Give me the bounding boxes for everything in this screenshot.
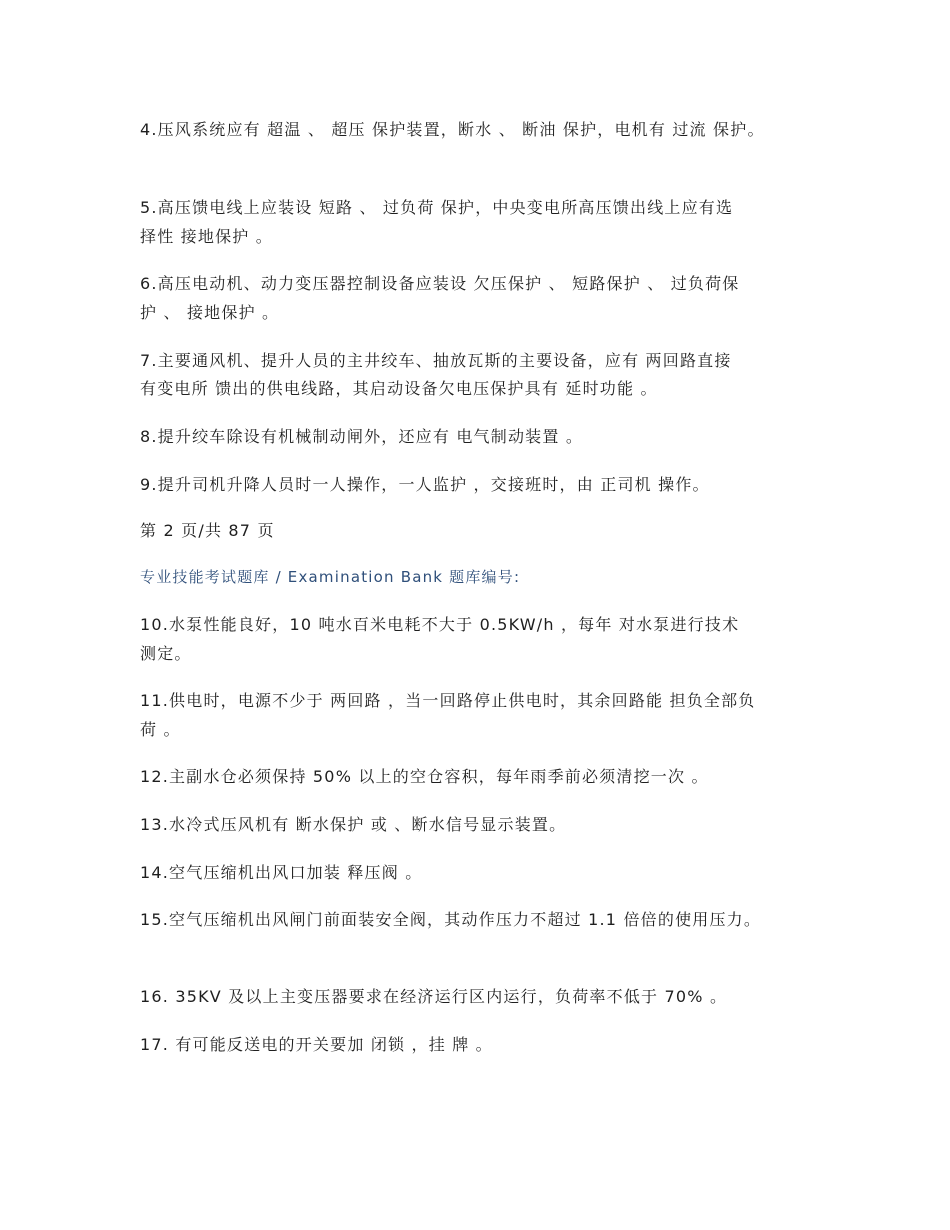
question-8: 8.提升绞车除设有机械制动闸外，还应有 电气制动装置 。 (140, 427, 584, 446)
question-6-line-2: 护 、 接地保护 。 (140, 303, 280, 322)
question-10-line-1: 10.水泵性能良好，10 吨水百米电耗不大于 0.5KW/h ，每年 对水泵进行技术 (140, 615, 740, 634)
question-14: 14.空气压缩机出风口加装 释压阀 。 (140, 863, 423, 882)
question-4: 4.压风系统应有 超温 、 超压 保护装置，断水 、 断油 保护，电机有 过流 保护。 (140, 120, 765, 139)
page-footer: 第 2 页/共 87 页 (140, 521, 275, 540)
question-5-line-1: 5.高压馈电线上应装设 短路 、 过负荷 保护，中央变电所高压馈出线上应有选 (140, 198, 734, 217)
question-12: 12.主副水仓必须保持 50% 以上的空仓容积，每年雨季前必须清挖一次 。 (140, 767, 709, 786)
question-13: 13.水冷式压风机有 断水保护 或 、断水信号显示装置。 (140, 815, 567, 834)
question-17: 17. 有可能反送电的开关要加 闭锁 ，挂 牌 。 (140, 1035, 493, 1054)
question-11-line-2: 荷 。 (140, 720, 181, 739)
question-16: 16. 35KV 及以上主变压器要求在经济运行区内运行，负荷率不低于 70% 。 (140, 987, 728, 1006)
page-header: 专业技能考试题库 / Examination Bank 题库编号: (140, 568, 521, 586)
question-11-line-1: 11.供电时，电源不少于 两回路 ，当一回路停止供电时，其余回路能 担负全部负 (140, 691, 756, 710)
question-5-line-2: 择性 接地保护 。 (140, 227, 273, 246)
question-15: 15.空气压缩机出风闸门前面装安全阀，其动作压力不超过 1.1 倍倍的使用压力。 (140, 910, 762, 929)
question-10-line-2: 测定。 (140, 644, 192, 663)
question-7-line-2: 有变电所 馈出的供电线路，其启动设备欠电压保护具有 延时功能 。 (140, 379, 658, 398)
question-7-line-1: 7.主要通风机、提升人员的主井绞车、抽放瓦斯的主要设备，应有 两回路直接 (140, 351, 732, 370)
question-9: 9.提升司机升降人员时一人操作，一人监护 ，交接班时，由 正司机 操作。 (140, 475, 710, 494)
question-6-line-1: 6.高压电动机、动力变压器控制设备应装设 欠压保护 、 短路保护 、 过负荷保 (140, 274, 740, 293)
